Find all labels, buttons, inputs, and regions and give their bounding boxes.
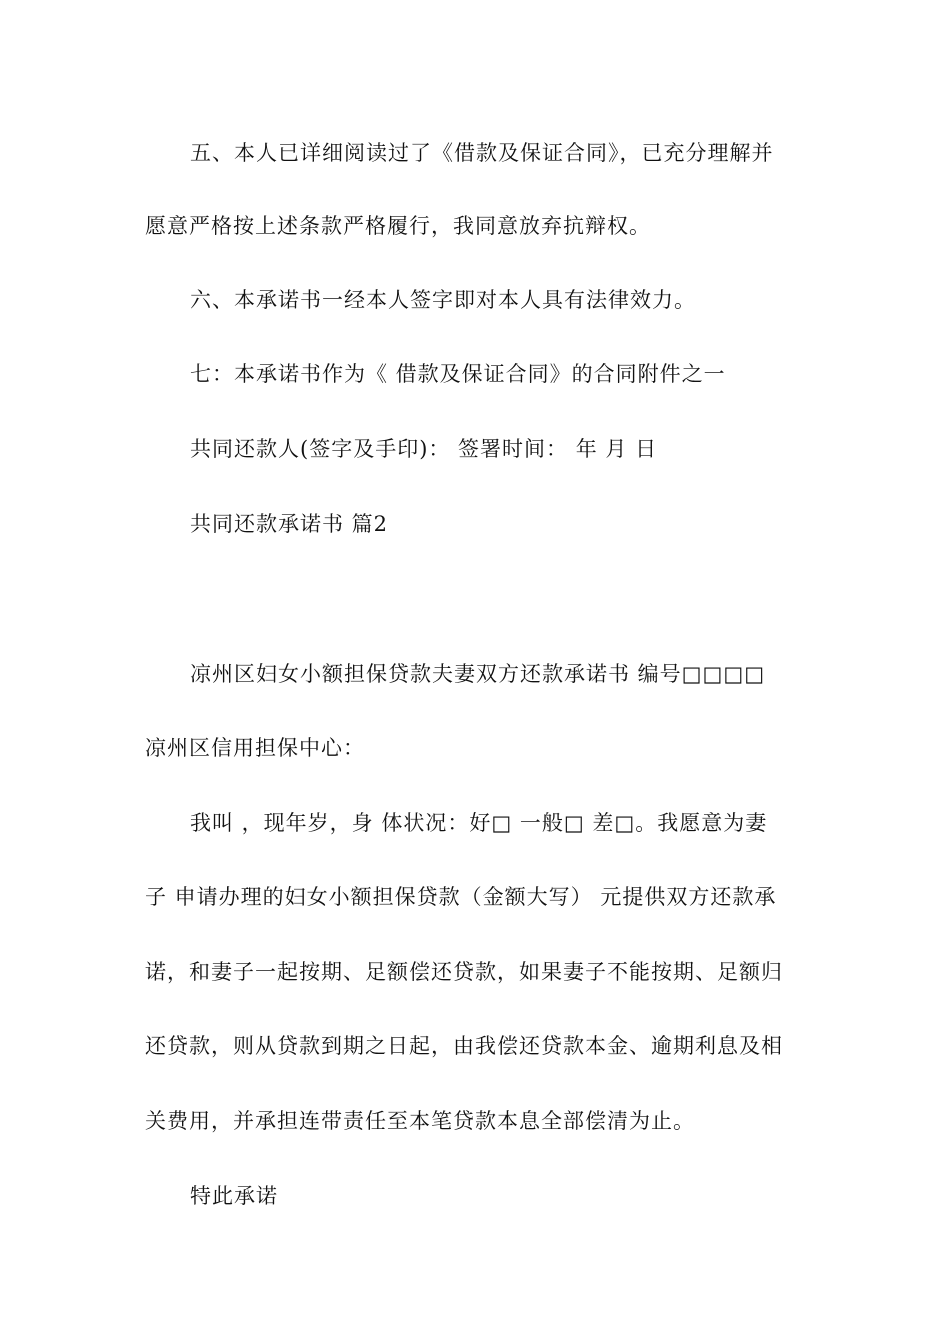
letter-title: 凉州区妇女小额担保贷款夫妻双方还款承诺书 编号□□□□	[190, 662, 766, 686]
body-line-3: 诺，和妻子一起按期、足额偿还贷款，如果妻子不能按期、足额归	[145, 960, 783, 984]
signature-line: 共同还款人(签字及手印)： 签署时间： 年 月 日	[190, 437, 658, 461]
clause-5-line-1: 五、本人已详细阅读过了《借款及保证合同》，已充分理解并	[190, 141, 774, 165]
body-line-4: 还贷款，则从贷款到期之日起，由我偿还贷款本金、逾期利息及相	[145, 1034, 783, 1058]
clause-5-line-2: 愿意严格按上述条款严格履行，我同意放弃抗辩权。	[145, 214, 651, 238]
clause-6: 六、本承诺书一经本人签字即对本人具有法律效力。	[190, 288, 696, 312]
body-line-1: 我叫 ，现年岁，身 体状况：好□ 一般□ 差□。我愿意为妻	[190, 811, 768, 835]
body-line-5: 关费用，并承担连带责任至本笔贷款本息全部偿清为止。	[145, 1109, 695, 1133]
section-heading: 共同还款承诺书 篇2	[190, 512, 389, 536]
closing-line: 特此承诺	[190, 1184, 278, 1208]
body-line-2: 子 申请办理的妇女小额担保贷款（金额大写） 元提供双方还款承	[145, 885, 777, 909]
addressee: 凉州区信用担保中心：	[145, 736, 365, 760]
clause-7: 七：本承诺书作为《 借款及保证合同》的合同附件之一	[190, 362, 726, 386]
